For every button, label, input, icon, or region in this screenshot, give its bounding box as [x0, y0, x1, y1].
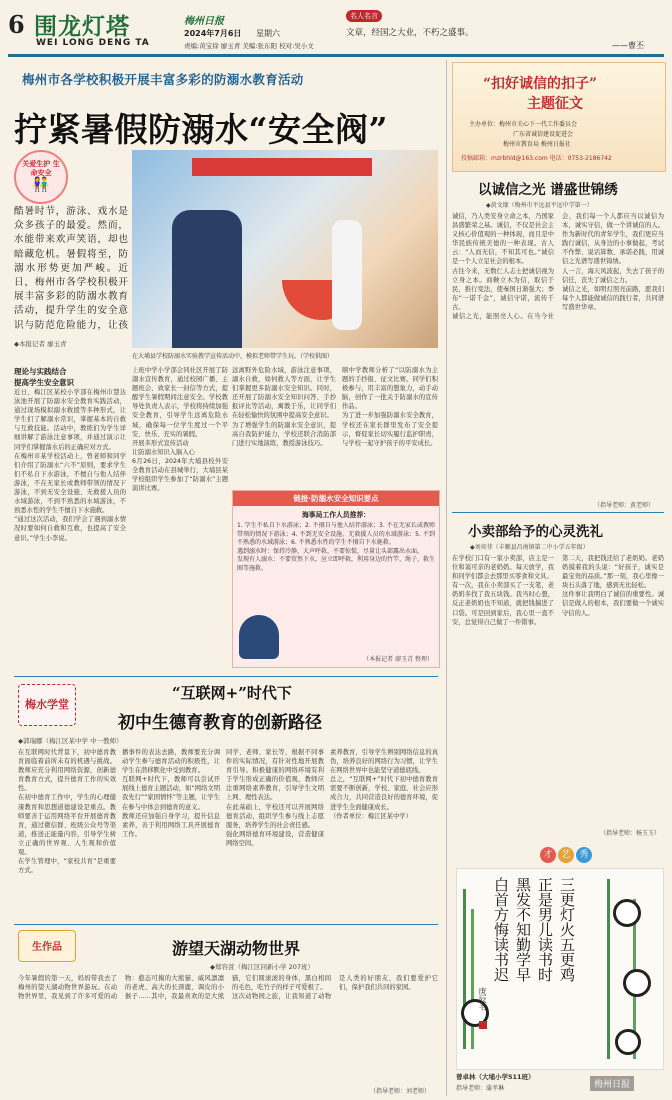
- header-rule: [8, 54, 664, 57]
- bamboo-right-icon: [607, 879, 610, 1059]
- panda-icon-right-2: [623, 969, 651, 997]
- artwork-caption: 曾卓林（大埔小学511班）: [456, 1073, 535, 1081]
- essay1-headline: 以诚信之光 谱盛世锦绣: [478, 182, 618, 198]
- editor-line: 责编:黄宝徐 廖玉青 美编:张东阳 校对:吴小文: [184, 42, 314, 50]
- main-headline: 拧紧暑假防溺水“安全阀”: [14, 110, 388, 149]
- divider-article2: [14, 676, 438, 677]
- ad-line-4: 投稿邮箱：mzrbhld@163.com 电话：0753-2186742: [461, 155, 612, 162]
- article3-text: 今年暑假的第一天，妈妈带我去了梅州的望天湖动物世界游玩。在动物世界里，我见到了许多可爱的动物：憨态可掬的大熊猫、威风凛凛的老虎、高大的长颈鹿、调皮的小猴子……其中，我最喜欢的是大熊猫，它们圆滚滚的身体，黑白相间的毛色，吃竹子的样子可爱极了。 这次动物园之旅，让我知道了动物是人类的好朋友，我们要爱护它们，保护我们共同的家园。: [18, 975, 438, 1001]
- calligraphy-col-2: 正是男儿读书时: [536, 877, 554, 982]
- article3-badge-text: 生作品: [32, 942, 62, 953]
- issue-date: 2024年7月6日: [184, 29, 242, 38]
- quote-text: 文章，经国之大业，不朽之盛事。: [346, 28, 474, 38]
- article2-badge: [18, 684, 76, 726]
- photo-instructor: [172, 210, 242, 348]
- essay2-headline: 小卖部给予的心灵洗礼: [468, 524, 603, 540]
- seal-stamp: [479, 1021, 487, 1029]
- photo-banner: [192, 158, 372, 176]
- main-photo-caption: 在大埔县学校防溺水实验教学宣传活动中，模拟老师带学生玩。（学校供图）: [132, 353, 334, 360]
- safety-tips-title: [233, 491, 439, 506]
- article2-headline-2: 初中生德育教育的创新路径: [118, 713, 322, 733]
- quote-badge-label: 名人名言: [350, 12, 378, 20]
- calligraphy-col-3: 黑发不知勤学早: [514, 877, 532, 982]
- bamboo-left-icon-2: [471, 909, 474, 1049]
- talent-badge-1: 才: [540, 847, 556, 863]
- article2-col-4: 素养教育，引导学生辨别网络信息的真伪，培养良好的网络行为习惯，让学生在网络世界中也能坚守道德底线。 总之，“互联网+”时代下初中德育教育需要不断创新，学校、家庭、社会应形成合力，共同营造良好的德育环境，促进学生全面健康成长。 （作者单位：梅江区某中学）: [330, 749, 438, 820]
- main-intro: 酷暑时节，游泳、戏水是众多孩子的最爱。然而，水能带来欢声笑语，却也暗藏危机。暑假将至，防溺水形势更加严峻。近日，梅州市各学校积极开展丰富多彩的防溺水教育活动，提升学生的安全意识与防范危险能力，让孩: [14, 206, 128, 331]
- quote-badge: [346, 10, 382, 22]
- article3-byline: ◆郑容萱（梅江区同新小学 207班）: [210, 963, 314, 971]
- main-col-2: 上班中学小学部会同社区开展了防溺水宣传教育，通过校园广播、主题班会、致家长一封信等方式，提醒学生暑假期间注意安全。学校教导处负责人表示，学校将持续加强安全教育，引导学生远离危险水域，确保每一位学生度过一个平安、快乐、充实的暑假。 开展多形式宣传活动 让防溺水知识入脑入心 6月26日，2024年大埔县校外安全教育活动在县城举行，大埔县某学校组织学生参加了“防溺水”主题演讲比赛。: [132, 367, 228, 493]
- sub-heading-1: [14, 366, 128, 388]
- article2-col-3: 同学、老师、家长等，根据不同事件的实际情况，有针对性地开展教育引导。积极健康的网络环境有利于学生形成正确的价值观，教师应注重网络素养教育，引导学生文明上网、理性表达。 在此基础上，学校还可以开展网络德育活动，组织学生参与线上志愿服务，培养学生的社会责任感。 强化网络德育环境建设，营造健康网络空间。: [226, 749, 324, 847]
- essay2-text: 在学校门口有一家小卖部，店主是一位和蔼可亲的老奶奶。每天放学，我和同学们都会去那里买零食和文具。 有一次，我在小卖部买了一支笔，老奶奶多找了我五块钱。我当时心想，反正老奶奶也不知道，就把钱揣进了口袋。可是回到家后，我心里一直不安，总觉得自己做了一件错事。 第二天，我把钱还给了老奶奶。老奶奶摸着我的头说：“好孩子，诚实是最宝贵的品质。”那一刻，我心里像一块石头落了地，感到无比轻松。 这件事让我明白了诚信的重要性。诚信是做人的根本，我们要做一个诚实守信的人。: [452, 555, 664, 626]
- calligraphy-col-1: 三更灯火五更鸡: [558, 877, 576, 982]
- safety-tips-box: [232, 490, 440, 668]
- section-title: 围龙灯塔: [34, 13, 130, 40]
- children-icon: 👫: [32, 177, 50, 193]
- article3-sign: （指导老师：刘老师）: [370, 1088, 431, 1095]
- page-number: 6: [8, 10, 25, 39]
- ad-title: “扣好诚信的扣子”: [483, 76, 598, 92]
- essay-contest-ad: [452, 62, 666, 172]
- ad-line-3: 梅州市教育局 梅州日报社: [503, 141, 571, 148]
- safety-tips-sign: （本报记者 廖玉青 整理）: [363, 656, 433, 663]
- photo-child: [332, 220, 362, 330]
- article2-col-1: 在互联网时代背景下，初中德育教育面临着前所未有的机遇与挑战。教师应充分利用网络资源，创新德育教育方式，提升德育工作的实效性。 在初中德育工作中，学生的心理健康教育和思想道德建设是重点。教师要善于运用网络平台开展德育教育，通过微信群、班级公众号等渠道，推送正能量内容，引导学生树立正确的世界观、人生观和价值观。 在学生管理中，“家校共育”是重要方式。: [18, 749, 116, 875]
- main-col-1: 近日，梅江区某校小学部在梅州市慧达泳池开展了防溺水安全教育实践活动，通过现场模拟溺水救援等多种形式，让学生们了解溺水常识，掌握基本的自救与互救技能。活动中，教练们为学生详细讲解了游泳注意事项，并通过演示让同学们掌握落水后的正确应对方式。 在梅州市某学校活动上，曾老师和同学们介绍了防溺水“六不”原则，要求学生们不私自下水游泳，不擅自与他人结伴游泳，不在无家长或教师带领的情况下游泳，不到无安全设施、无救援人员的水域游泳，不到不熟悉的水域游泳，不熟悉水性的学生不擅自下水施救。 “通过这次活动，我们学会了遇到溺水情况时要如何自救和互救，也提高了安全意识。”学生小李说。: [14, 389, 126, 542]
- safety-tips-title-text: 链接·防溺水安全知识要点: [293, 494, 379, 503]
- article2-col-2: 播事件的表达去路，教师要充分调动学生参与德育活动的积极性，让学生在潜移默化中受到教育。 互联网+时代下，教师可以尝试开展线上德育主题活动，如“网络文明我先行”“家国情怀”等主题，让学生在参与中体会到德育的意义。 教师还应加强自身学习，提升信息素养，善于利用网络工具开展德育工作。: [122, 749, 220, 838]
- column-divider: [446, 60, 447, 1096]
- panda-icon-right-3: [615, 1029, 641, 1055]
- main-byline: ◆本报记者 廖玉青: [14, 340, 67, 348]
- divider-article3: [14, 924, 438, 925]
- paper-logo: 梅州日报: [184, 16, 224, 27]
- article3-headline: 游望天湖动物世界: [172, 939, 301, 958]
- bamboo-left-icon: [463, 889, 466, 1049]
- article2-byline: ◆郭瑞娜（梅江区某中学 中一教师）: [18, 737, 123, 745]
- main-col-3: 远离野外危险水域，游泳注意事项，溺水自救，如何救人等方面，让学生们掌握更多防溺水安全知识。同时，还开展了防溺水安全知识问答、手抄报评比等活动，寓教于乐，让同学们在轻松愉快的氛围中提高安全意识。 为了增强学生的防溺水安全意识，提高自我防护能力，学校还联合消防部门进行实地演练，教授游泳技巧。: [232, 367, 336, 447]
- essay2-byline: ◆刘奕菲（丰顺县昌南镇第二中小学五年级）: [470, 544, 589, 551]
- talent-badge-2: 艺: [558, 847, 574, 863]
- safety-tips-text: 1. 学生不私自下水游泳；2. 不擅自与他人结伴游泳；3. 不在无家长或教师带领的情况下游泳；4. 不到无安全设施、无救援人员的水域游泳；5. 不到不熟悉的水域游泳；6. 不熟悉水性的学生不擅自下水施救。 遇到溺水时：保持冷静，大声呼救，不要惊慌，尽量让头部露出水面。 发现有人溺水：不要贸然下水，应立即呼救，利用身边的竹竿、绳子、救生圈等施救。: [237, 522, 435, 572]
- ad-line-1: 主办单位：梅州市关心下一代工作委员会: [469, 121, 578, 128]
- essay1-sign: （指导老师：黄老师）: [594, 502, 655, 509]
- talent-badges: [540, 842, 592, 862]
- article2-badge-text: 梅水学堂: [25, 698, 69, 711]
- sub-heading-1-line2: 提高学生安全意识: [14, 378, 74, 387]
- main-col-4: 顺中学教师分析了“以防溺水为主题的手抄报、征文比赛。同学们积极参与，用丰富的想象力，动手动脑，创作了一批关于防溺水的宣传作品。 为了进一步加强防溺水安全教育，学校还在家长群里发布了安全提示，督促家长切实履行监护职责，与学校一起守护孩子的平安成长。: [342, 367, 438, 447]
- calligraphy-col-4: 白首方悔读书迟: [492, 877, 510, 982]
- calligraphy-signature: 庚辰书: [478, 987, 487, 1011]
- main-photo: [132, 150, 438, 348]
- talent-badge-3: 秀: [576, 847, 592, 863]
- ad-subtitle: 主题征文: [527, 96, 583, 112]
- essay2-sign: （指导老师：杨玉玉）: [600, 830, 661, 837]
- calligraphy-artwork: [456, 868, 664, 1070]
- main-kicker: 梅州市各学校积极开展丰富多彩的防溺水教育活动: [22, 72, 304, 87]
- essay1-text: 诚信，乃人类安身立命之本，乃国家昌盛繁荣之基。诚信，不仅是社会主义核心价值观的一种体现，而且是中华民族传统美德的一种表现。古人云：“人而无信，不知其可也。”诚信是一个人立足社会的根本。 古往今来，无数仁人志士把诚信视为立身之本。商鞅立木为信，取信于民，推行变法，使秦国日渐强大；季布“一诺千金”，诚信守诺，流传千古。 诚信之光，能照亮人心。在当今社会，我们每一个人都应当以诚信为本，诚实守信，做一个讲诚信的人。作为新时代的青年学生，我们更应当践行诚信，从身边的小事做起，考试不作弊、说话算数、承诺必践，用诚信之光谱写盛世锦绣。 人一言，海天风波起，失去了孩子的信任，丧失了诚信之力。 诚信之光，如明灯照亮前路，愿我们每个人都能做诚信的践行者，共同谱写盛世华章。: [452, 213, 664, 321]
- police-cartoon-icon: [239, 615, 279, 659]
- article2-headline-1: “互联网+”时代下: [172, 684, 292, 702]
- safety-badge-text: 关爱生护 生命安全: [22, 160, 60, 177]
- watermark-logo: 梅州日报: [590, 1076, 634, 1091]
- panda-icon-right-1: [613, 899, 641, 927]
- essay1-byline: ◆黄文缘（梅州市平远县平远中学第一）: [486, 202, 593, 209]
- quote-author: ——曹丕: [612, 41, 644, 50]
- issue-weekday: 星期六: [256, 29, 280, 38]
- section-pinyin: WEI LONG DENG TA: [36, 38, 150, 48]
- sub-heading-1-line1: 理论与实践结合: [14, 367, 67, 376]
- divider-essay2: [452, 512, 664, 513]
- page-header: [8, 6, 664, 52]
- article3-badge: [18, 930, 76, 962]
- artwork-caption-2: 指导老师：蒲孝琳: [456, 1085, 505, 1092]
- ad-line-2: 广东省诚信建设促进会: [513, 131, 574, 138]
- safety-badge: [14, 150, 68, 204]
- safety-tips-subtitle: 海事局工作人员推荐：: [302, 511, 370, 519]
